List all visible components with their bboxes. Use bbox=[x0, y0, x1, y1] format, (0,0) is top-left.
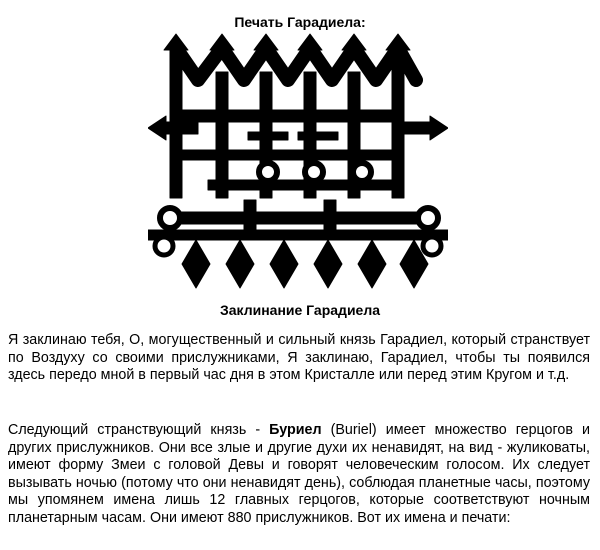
sigil-of-garadiel-icon bbox=[148, 32, 448, 294]
paragraph-rest: (Buriel) имеет множество герцогов и других прислужников. Они все злые и другие духи их ненавидят, на вид - жуликоваты, имеют форму Змеи с головой Девы и говорят человеческим голосом. Их следует вызывать ночью (потому что они ненавидят день), соблюдая планетные часы, поэтому мы упомянем имена лишь 12 главных герцогов, которые соответствуют ночным планетарным часам. Они имеют 880 прислужников. Вот их имена и печати: bbox=[8, 422, 590, 526]
invocation-paragraph: Я заклинаю тебя, О, могущественный и сильный князь Гарадиел, который странствует по Воздуху со своими прислужниками, Я заклинаю, Гарадиел, чтобы ты появился здесь передо мной в первый час дня в этом Кристалле или перед этим Кругом и т.д. bbox=[8, 332, 590, 384]
paragraph-lead: Следующий странствующий князь - bbox=[8, 422, 270, 438]
seal-title: Печать Гарадиела: bbox=[234, 14, 366, 30]
prince-name: Буриел bbox=[269, 422, 322, 438]
description-paragraph bbox=[8, 422, 590, 528]
invocation-title: Заклинание Гарадиела bbox=[219, 302, 381, 318]
